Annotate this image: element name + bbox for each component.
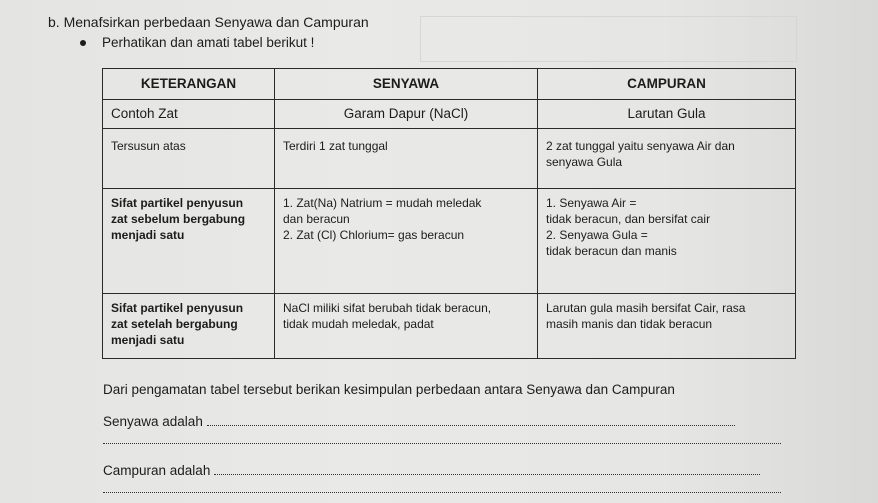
campuran-cell (538, 294, 796, 359)
cell-text: Garam Dapur (NaCl) (343, 106, 469, 121)
cell-text: Terdiri 1 zat tunggal (283, 139, 388, 153)
campuran-answer-blank[interactable] (214, 474, 760, 475)
table-row (103, 189, 796, 294)
cell-text: Larutan Gula (627, 106, 706, 121)
cell-text: 1. Zat(Na) Natrium = mudah meledak (283, 196, 482, 210)
table-row (103, 100, 796, 129)
show-through-box (420, 16, 797, 62)
cell-text: 2 zat tunggal yaitu senyawa Air dan (546, 139, 735, 153)
instruction-text: Perhatikan dan amati tabel berikut ! (102, 35, 315, 50)
campuran-label: Campuran adalah (103, 463, 211, 478)
header-keterangan: KETERANGAN (103, 69, 275, 100)
cell-text: tidak mudah meledak, padat (283, 317, 434, 331)
cell-text: 2. Zat (Cl) Chlorium= gas beracun (283, 228, 465, 242)
cell-text: NaCl miliki sifat berubah tidak beracun, (283, 301, 492, 315)
bullet-icon (80, 40, 86, 46)
row-label-cell (103, 294, 275, 359)
senyawa-cell (275, 189, 538, 294)
cell-text: menjadi satu (111, 333, 185, 347)
conclusion-prompt: Dari pengamatan tabel tersebut berikan kesimpulan perbedaan antara Senyawa dan Campuran (103, 382, 675, 397)
senyawa-answer-row (103, 414, 735, 429)
senyawa-label: Senyawa adalah (103, 414, 203, 429)
cell-text: tidak beracun dan manis (546, 244, 677, 258)
row-label-cell (103, 129, 275, 189)
cell-text: menjadi satu (111, 228, 185, 242)
senyawa-answer-blank[interactable] (207, 425, 735, 426)
instruction-line (80, 35, 314, 50)
table-row (103, 294, 796, 359)
cell-text: zat sebelum bergabung (111, 212, 246, 226)
row-label-cell (103, 100, 275, 129)
cell-text: Tersusun atas (111, 139, 186, 153)
cell-text: 2. Senyawa Gula = (546, 228, 648, 242)
senyawa-cell (275, 294, 538, 359)
senyawa-cell (275, 129, 538, 189)
cell-text: dan beracun (283, 212, 350, 226)
campuran-cell (538, 129, 796, 189)
campuran-cell (538, 189, 796, 294)
campuran-answer-row (103, 463, 760, 478)
row-label-cell (103, 189, 275, 294)
senyawa-cell (275, 100, 538, 129)
table-header-row (103, 69, 796, 100)
cell-text: tidak beracun, dan bersifat cair (546, 212, 711, 226)
senyawa-answer-blank-2[interactable] (103, 443, 781, 444)
cell-text: zat setelah bergabung (111, 317, 238, 331)
cell-text: Sifat partikel penyusun (111, 301, 244, 315)
cell-text: senyawa Gula (546, 155, 623, 169)
cell-text: Sifat partikel penyusun (111, 196, 244, 210)
campuran-cell (538, 100, 796, 129)
cell-text: Larutan gula masih bersifat Cair, rasa (546, 301, 746, 315)
header-senyawa: SENYAWA (275, 69, 538, 100)
comparison-table (102, 68, 796, 359)
header-campuran: CAMPURAN (538, 69, 796, 100)
cell-text: Contoh Zat (111, 106, 178, 121)
cell-text: masih manis dan tidak beracun (546, 317, 713, 331)
campuran-answer-blank-2[interactable] (103, 492, 781, 493)
section-heading: b. Menafsirkan perbedaan Senyawa dan Campuran (48, 14, 369, 30)
table-row (103, 129, 796, 189)
cell-text: 1. Senyawa Air = (546, 196, 637, 210)
